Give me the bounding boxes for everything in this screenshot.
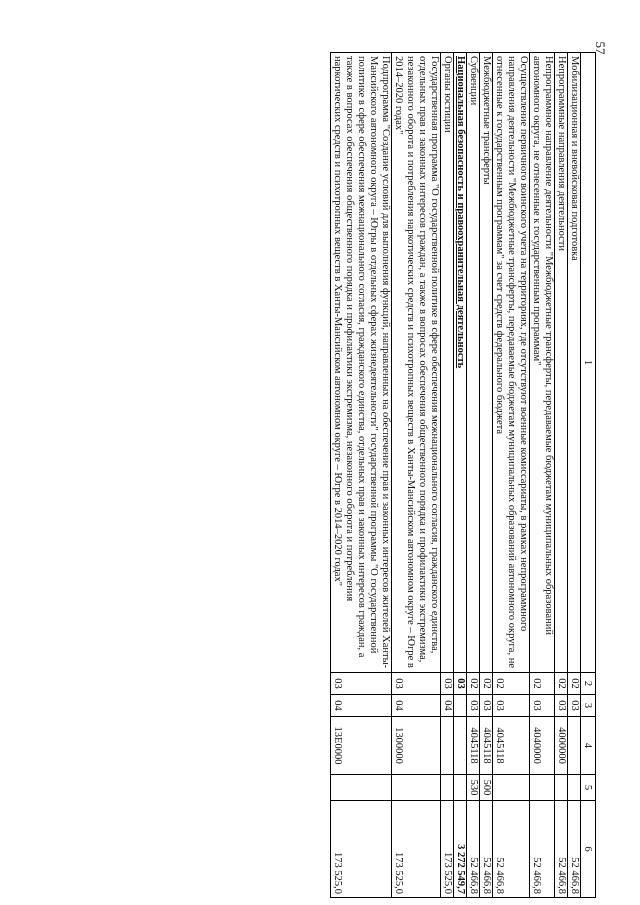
row-expense-type [493, 775, 530, 801]
row-section: 03 [454, 673, 467, 695]
table-row [331, 53, 392, 898]
row-name: Национальная безопасность и правоохранительная деятельность [454, 53, 467, 673]
row-section: 03 [392, 673, 441, 695]
budget-table [330, 52, 596, 898]
header-col-4: 4 [581, 717, 596, 775]
row-amount: 52 466,8 [493, 801, 530, 898]
row-subsection [454, 695, 467, 717]
row-subsection: 04 [392, 695, 441, 717]
row-name: Непрограммное направление деятельности "Межбюджетные трансферты, передаваемые бюджетам муниципальных образований автономного округа, не отнесенные к государственным программам" [530, 53, 555, 673]
row-amount: 52 466,8 [530, 801, 555, 898]
row-target-article: 1300000 [392, 717, 441, 775]
row-target-article: 4045118 [493, 717, 530, 775]
row-expense-type [555, 775, 568, 801]
row-amount: 173 525,0 [441, 801, 454, 898]
row-target-article: 4040000 [530, 717, 555, 775]
table-row [493, 53, 530, 898]
row-expense-type [441, 775, 454, 801]
row-subsection: 03 [530, 695, 555, 717]
header-col-3: 3 [581, 695, 596, 717]
row-section: 02 [568, 673, 581, 695]
header-col-2: 2 [581, 673, 596, 695]
row-subsection: 03 [568, 695, 581, 717]
row-amount: 173 525,0 [392, 801, 441, 898]
header-row [581, 53, 596, 898]
table-row [467, 53, 480, 898]
table-row [392, 53, 441, 898]
row-section: 03 [441, 673, 454, 695]
row-name: Государственная программа "О государственной политике в сфере обеспечения межнационального согласия, гражданского единства, отдельных прав и законных интересов граждан, а также в вопросах обеспечения общественного порядка и профилактики экстремизма, незаконного оборота и потребления наркотических средств и психотропных веществ в Ханты-Мансийском автономном округе – Югре в 2014–2020 годах" [392, 53, 441, 673]
row-target-article: 4045118 [467, 717, 480, 775]
row-target-article [441, 717, 454, 775]
row-amount: 52 466,8 [467, 801, 480, 898]
row-subsection: 03 [493, 695, 530, 717]
row-subsection: 03 [467, 695, 480, 717]
row-expense-type [392, 775, 441, 801]
row-expense-type [331, 775, 392, 801]
row-name: Мобилизационная и вневойсковая подготовка [568, 53, 581, 673]
table-row [530, 53, 555, 898]
row-amount: 52 466,8 [555, 801, 568, 898]
row-amount: 52 466,8 [480, 801, 493, 898]
table-row [555, 53, 568, 898]
row-subsection: 03 [480, 695, 493, 717]
table-row-bold [454, 53, 467, 898]
row-amount: 173 525,0 [331, 801, 392, 898]
header-col-6: 6 [581, 801, 596, 898]
page-number: 57 [593, 41, 608, 55]
row-expense-type [568, 775, 581, 801]
row-section: 03 [331, 673, 392, 695]
table-row [441, 53, 454, 898]
row-target-article: 4045118 [480, 717, 493, 775]
row-section: 02 [480, 673, 493, 695]
row-name: Осуществление первичного воинского учета на территориях, где отсутствуют военные комиссариаты, в рамках непрограммного направления деятельности "Межбюджетные трансферты, передаваемые бюджетам муниципальных образований автономного округа, не отнесенные к государственным программам" за счет средств федерального бюджета [493, 53, 530, 673]
header-col-1: 1 [581, 53, 596, 673]
row-amount: 3 272 549,7 [454, 801, 467, 898]
row-name: Непрограммные направления деятельности [555, 53, 568, 673]
row-name: Органы юстиции [441, 53, 454, 673]
row-section: 02 [530, 673, 555, 695]
row-subsection: 04 [331, 695, 392, 717]
row-name: Подпрограмма "Создание условий для выполнения функций, направленных на обеспечение прав и законных интересов жителей Ханты-Мансийского автономного округа – Югры в отдельных сферах жизнедеятельности" государственной программы "О государственной политике в сфере обеспечения межнационального согласия, гражданского единства, отдельных прав и законных интересов граждан, а также в вопросах обеспечения общественного порядка и профилактики экстремизма, незаконного оборота и потребления наркотических средств и психотропных веществ в Ханты-Мансийском автономном округе – Югре в 2014–2020 годах" [331, 53, 392, 673]
table-row [568, 53, 581, 898]
row-expense-type: 500 [480, 775, 493, 801]
row-name: Межбюджетные трансферты [480, 53, 493, 673]
row-target-article: 4000000 [555, 717, 568, 775]
row-name: Субвенции [467, 53, 480, 673]
row-expense-type [530, 775, 555, 801]
row-target-article [454, 717, 467, 775]
row-section: 02 [493, 673, 530, 695]
row-subsection: 04 [441, 695, 454, 717]
row-section: 02 [555, 673, 568, 695]
row-target-article [568, 717, 581, 775]
rotated-table-container [21, 52, 596, 897]
row-subsection: 03 [555, 695, 568, 717]
row-target-article: 13Е0000 [331, 717, 392, 775]
row-section: 02 [467, 673, 480, 695]
row-amount: 52 466,8 [568, 801, 581, 898]
row-expense-type [454, 775, 467, 801]
row-expense-type: 530 [467, 775, 480, 801]
table-row [480, 53, 493, 898]
header-col-5: 5 [581, 775, 596, 801]
